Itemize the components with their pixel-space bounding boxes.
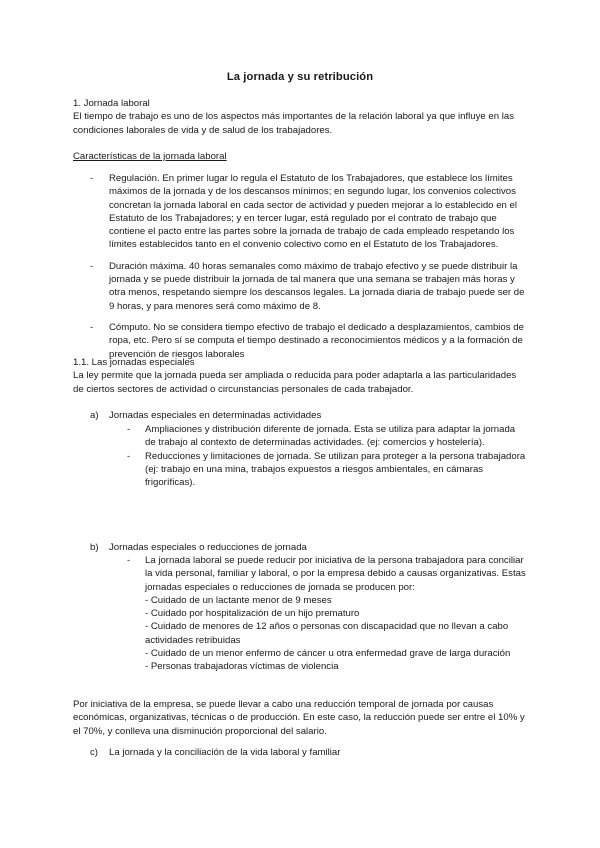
reason-line: - Cuidado de un lactante menor de 9 meses	[145, 594, 332, 606]
subsection-b-heading	[90, 541, 530, 554]
section-1-1-heading: 1.1. Las jornadas especiales	[73, 357, 195, 368]
caracteristicas-list	[90, 172, 530, 369]
list-item-text: Duración máxima. 40 horas semanales como máximo de trabajo efectivo y se puede distribuir la jornada y se puede distribuir la jornada de tal manera que una semana se trabajen más horas y otra menos, respetando siempre los descansos legales. La jornada diaria de trabajo puede ser de 9 horas, y para menores será como máximo de 8.	[109, 260, 525, 312]
caracteristicas-heading-text: Características de la jornada laboral	[73, 151, 227, 162]
section-1-1-intro: La ley permite que la jornada pueda ser ampliada o reducida para poder adaptarla a las particularidades de ciertos sectores de actividad o circunstancias personales de cada trabajador.	[73, 370, 517, 395]
list-item-text: La jornada laboral se puede reducir por iniciativa de la persona trabajadora para conciliar la vida personal, familiar y laboral, o por la empresa debido a causas organizativas. Estas jornadas especiales o reducciones de jornada se producen por:	[145, 555, 526, 593]
bullet-dash: -	[127, 450, 131, 462]
section-1-heading: 1. Jornada laboral	[73, 98, 150, 109]
caracteristicas-heading	[73, 150, 528, 163]
list-item-duracion	[90, 260, 530, 313]
list-item-computo	[90, 321, 530, 361]
subsection-a-list	[127, 423, 527, 489]
subsection-a-title: Jornadas especiales en determinadas actividades	[109, 410, 322, 421]
subsection-b-marker: b)	[90, 542, 99, 553]
bullet-dash: -	[127, 555, 131, 566]
reason-line: - Personas trabajadoras víctimas de violencia	[145, 661, 339, 673]
list-item-ampliaciones	[127, 423, 527, 450]
subsection-b-title: Jornadas especiales o reducciones de jornada	[109, 542, 307, 553]
list-item-reduccion-jornada	[127, 554, 527, 674]
section-1	[73, 97, 528, 137]
reason-line: - Cuidado por hospitalización de un hijo prematuro	[145, 608, 360, 620]
subsection-a-heading	[90, 409, 530, 422]
list-item-text: Regulación. En primer lugar lo regula el Estatuto de los Trabajadores, que establece los límites máximos de la jornada y de los descansos mínimos; en segundo lugar, los convenios colectivos concretan la jornada laboral en cada sector de actividad y pueden mejorar a lo establecido en el Estatuto de los Trabajadores; y en tercer lugar, está regulado por el contrato de trabajo que contiene el pacto entre las partes sobre la jornada de trabajo de cada empleado respetando los límites establecidos tanto en el convenio colectivo como en el Estatuto de los Trabajadores.	[109, 173, 517, 251]
bullet-dash: -	[127, 424, 131, 435]
list-item-reducciones	[127, 450, 527, 490]
list-item-text: Ampliaciones y distribución diferente de jornada. Esta se utiliza para adaptar la jornada de trabajo al contexto de determinadas actividades. (ej: comercios y hostelería).	[145, 424, 516, 449]
bullet-dash: -	[90, 173, 94, 184]
list-item-text: Cómputo. No se considera tiempo efectivo de trabajo el dedicado a desplazamientos, cambios de ropa, etc. Pero sí se computa el tiempo destinado a reconocimientos médicos y a la formación de prevención de riesgos laborales	[109, 321, 524, 360]
bullet-dash: -	[90, 260, 94, 272]
subsection-c-title: La jornada y la conciliación de la vida laboral y familiar	[109, 747, 341, 758]
subsection-c-heading	[90, 746, 530, 759]
list-item-text: Reducciones y limitaciones de jornada. Se utilizan para proteger a la persona trabajadora (ej: trabajo en una mina, trabajos expuestos a riesgos ambientales, en cámaras frigoríficas).	[145, 450, 526, 489]
reason-line: - Cuidado de menores de 12 años o personas con discapacidad que no llevan a cabo actividades retribuidas	[145, 621, 509, 646]
section-1-intro: El tiempo de trabajo es uno de los aspectos más importantes de la relación laboral ya que influye en las condiciones laborales de vida y de salud de los trabajadores.	[73, 111, 515, 136]
bullet-dash: -	[90, 321, 94, 333]
subsection-b-list	[127, 554, 527, 674]
list-item-regulacion	[90, 172, 530, 252]
section-1-1	[73, 356, 528, 396]
reason-line: - Cuidado de un menor enfermo de cáncer u otra enfermedad grave de larga duración	[145, 648, 511, 660]
empresa-paragraph: Por iniciativa de la empresa, se puede llevar a cabo una reducción temporal de jornada por causas económicas, organizativas, técnicas o de producción. En este caso, la reducción puede ser entre el 10% y el 70%, y conlleva una disminución proporcional del salario.	[73, 699, 525, 737]
subsection-a-marker: a)	[90, 410, 99, 421]
subsection-c-marker: c)	[90, 747, 98, 758]
page-title: La jornada y su retribución	[226, 71, 374, 83]
